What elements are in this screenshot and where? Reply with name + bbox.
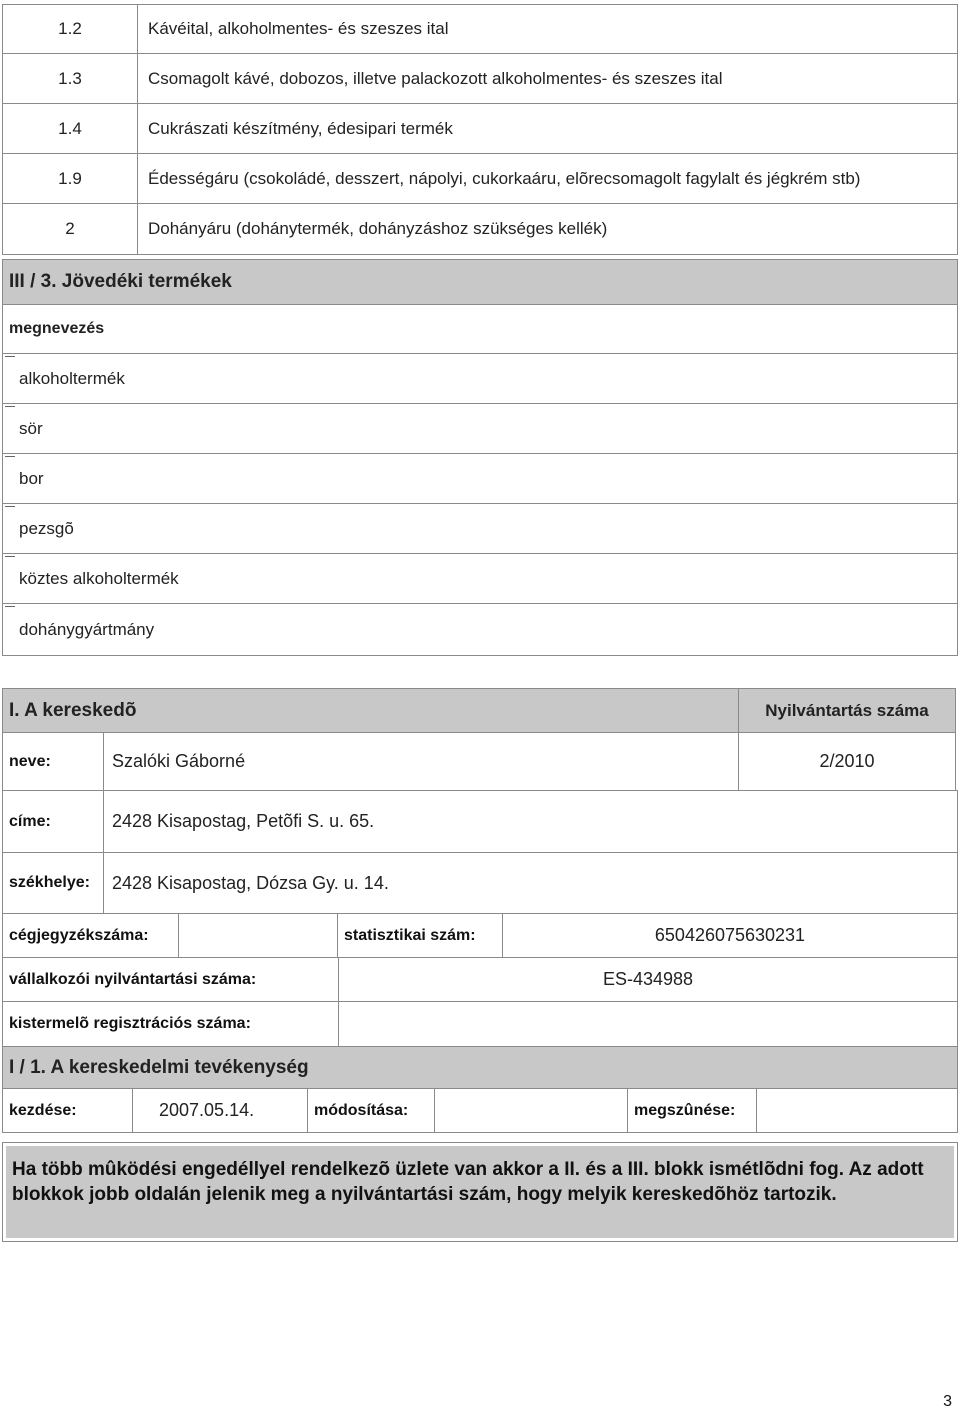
activity-modified-value: [434, 1088, 628, 1133]
product-name: Csomagolt kávé, dobozos, illetve palackozott alkoholmentes- és szeszes ital: [137, 53, 958, 104]
excise-item-marker: [5, 406, 15, 407]
trader-seat-label: székhelye:: [2, 852, 104, 914]
excise-item: [2, 503, 958, 554]
activity-section-title: I / 1. A kereskedelmi tevékenység: [2, 1046, 958, 1089]
activity-modified-label: módosítása:: [307, 1088, 435, 1133]
product-code: 1.2: [2, 4, 138, 54]
excise-item-label: köztes alkoholtermék: [19, 568, 179, 588]
excise-item-marker: [5, 456, 15, 457]
trader-seat-value: 2428 Kisapostag, Dózsa Gy. u. 14.: [103, 852, 958, 914]
excise-item-label: bor: [19, 468, 44, 488]
trader-name-label: neve:: [2, 732, 104, 791]
excise-item-label: dohánygyártmány: [19, 619, 155, 639]
product-code: 1.4: [2, 103, 138, 154]
excise-item: [2, 403, 958, 454]
note-box: [2, 1142, 958, 1242]
company-registry-value: [178, 913, 338, 958]
excise-item-marker: [5, 356, 15, 357]
product-name: Édességáru (csokoládé, desszert, nápolyi, cukorkaáru, elõrecsomagolt fagylalt és jégkrém stb): [137, 153, 958, 204]
activity-end-value: [756, 1088, 958, 1133]
trader-address-label: címe:: [2, 790, 104, 853]
excise-item-label: sör: [19, 418, 43, 438]
company-registry-label: cégjegyzékszáma:: [2, 913, 179, 958]
registration-number-value: 2/2010: [738, 732, 956, 791]
registration-number-header: Nyilvántartás száma: [738, 688, 956, 733]
excise-column-header: megnevezés: [2, 304, 958, 354]
product-code: 1.3: [2, 53, 138, 104]
entrepreneur-registry-label: vállalkozói nyilvántartási száma:: [2, 957, 339, 1002]
trader-address-value: 2428 Kisapostag, Petõfi S. u. 65.: [103, 790, 958, 853]
trader-name-value: Szalóki Gáborné: [103, 732, 739, 791]
excise-item-label: pezsgõ: [19, 518, 74, 538]
excise-item-marker: [5, 606, 15, 607]
product-name: Cukrászati készítmény, édesipari termék: [137, 103, 958, 154]
product-name: Dohányáru (dohánytermék, dohányzáshoz szükséges kellék): [137, 203, 958, 255]
product-code: 2: [2, 203, 138, 255]
excise-item: [2, 603, 958, 656]
excise-section-title: III / 3. Jövedéki termékek: [2, 259, 958, 305]
excise-item-label: alkoholtermék: [19, 368, 125, 388]
activity-start-label: kezdése:: [2, 1088, 133, 1133]
statistical-number-label: statisztikai szám:: [337, 913, 503, 958]
producer-registration-value: [338, 1001, 958, 1047]
page-number: 3: [943, 1393, 952, 1410]
entrepreneur-registry-value: ES-434988: [338, 957, 958, 1002]
excise-item-marker: [5, 556, 15, 557]
activity-start-value: 2007.05.14.: [132, 1088, 308, 1133]
excise-item: [2, 353, 958, 404]
note-text: Ha több mûködési engedéllyel rendelkezõ üzlete van akkor a II. és a III. blokk ismétlõdni fog. Az adott blokkok jobb oldalán jelenik meg a nyilvántartási szám, hogy melyik kereskedõhöz tartozik.: [6, 1146, 954, 1238]
product-name: Kávéital, alkoholmentes- és szeszes ital: [137, 4, 958, 54]
statistical-number-value: 650426075630231: [502, 913, 958, 958]
excise-item: [2, 553, 958, 604]
trader-section-title: I. A kereskedõ: [2, 688, 739, 733]
activity-end-label: megszûnése:: [627, 1088, 757, 1133]
excise-item-marker: [5, 506, 15, 507]
excise-item: [2, 453, 958, 504]
product-code: 1.9: [2, 153, 138, 204]
producer-registration-label: kistermelõ regisztrációs száma:: [2, 1001, 339, 1047]
